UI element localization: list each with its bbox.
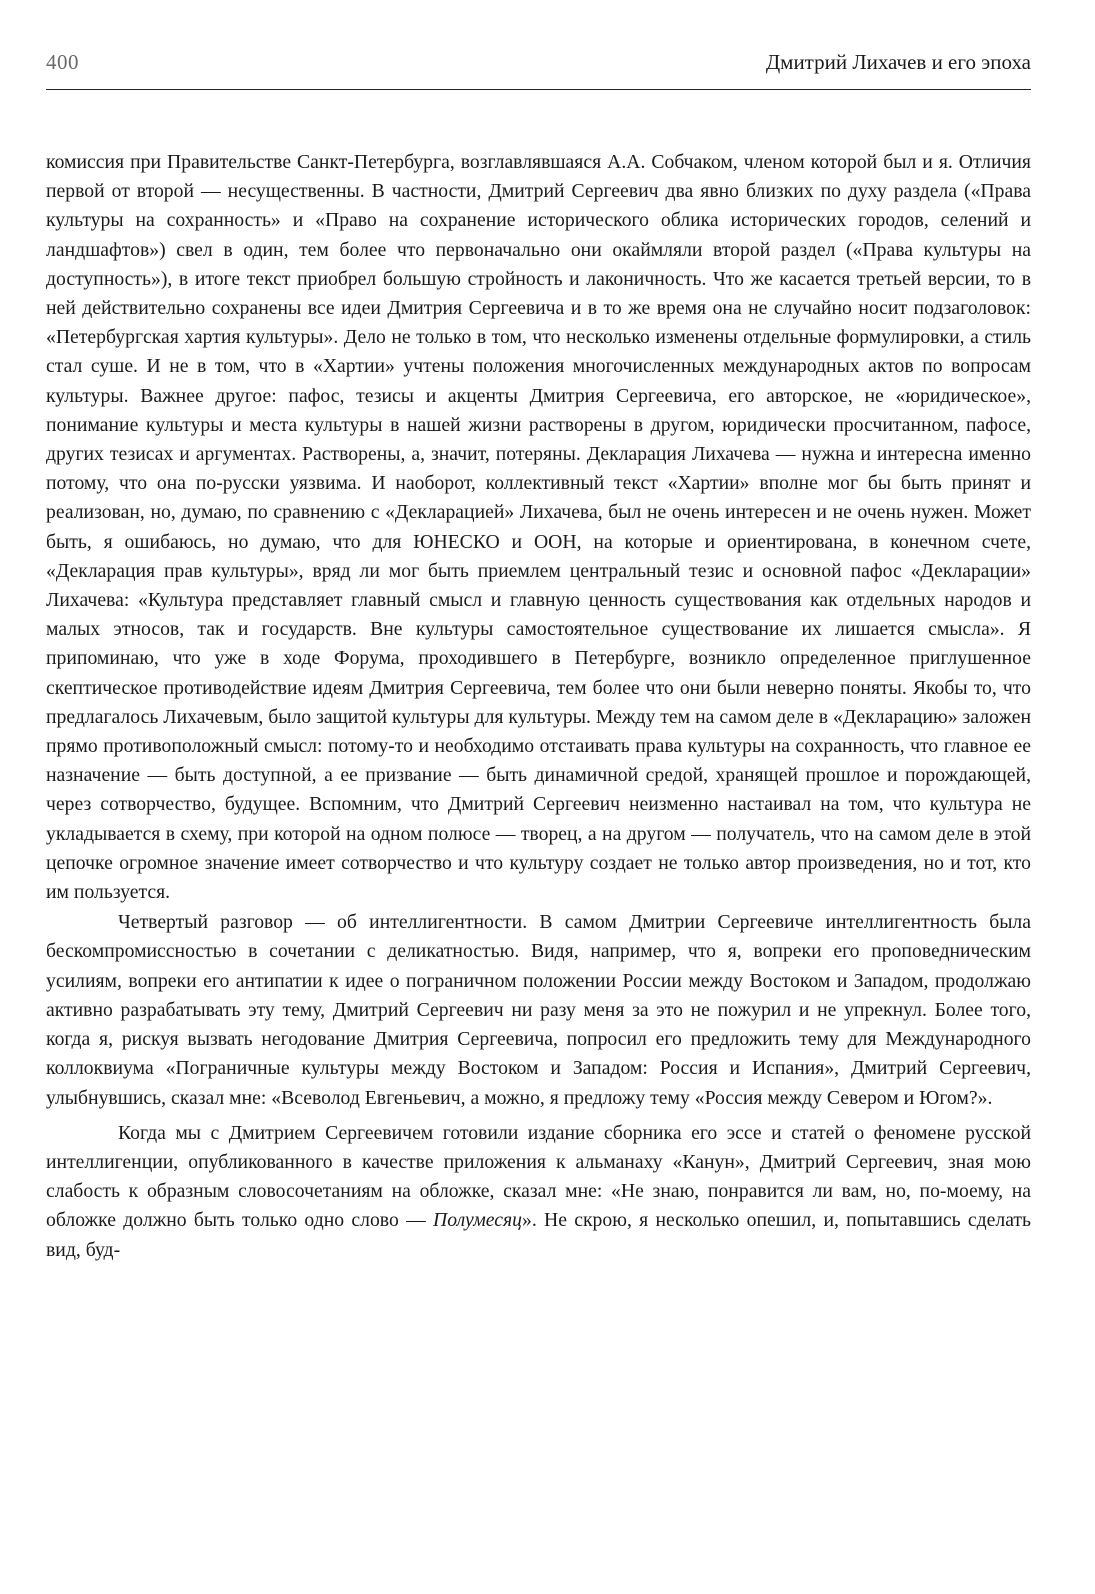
paragraph-fourth-conversation: Четвертый разговор — об интеллигентности. В самом Дмитрии Сергеевиче интеллигентность была бескомпромиссностью в сочетании с деликатностью. Видя, например, что я, вопреки его проповедническим усилиям, вопреки его антипатии к идее о пограничном положении России между Востоком и Западом, продолжаю активно разрабатывать эту тему, Дмитрий Сергеевич ни разу меня за это не пожурил и не упрекнул. Более того, когда я, рискуя вызвать негодование Дмитрия Сергеевича, попросил его предложить тему для Международного коллоквиума «Пограничные культуры между Востоком и Западом: Россия и Испания», Дмитрий Сергеевич, улыбнувшись, сказал мне: «Всеволод Евгеньевич, а можно, я предложу тему «Россия между Севером и Югом?». <box>46 911 1031 1109</box>
paragraph-polumesyats <box>46 1119 1031 1265</box>
header-rule <box>46 89 1031 90</box>
paragraph-text-start: Когда мы с Дмитрием Сергеевичем готовили издание сборника его эссе и статей о феномене русской интеллигенции, опубликованного в качестве приложения к альманаху «Канун», Дмитрий Сергеевич, зная мою слабость к образным словосочетаниям на обложке, сказал мне: «Не знаю, понравится ли вам, но, по-моему, на обложке должно быть только одно слово — <box>46 1121 1031 1232</box>
paragraph-text-end: ». Не скрою, я несколько опешил, и, попытавшись сделать вид, буд- <box>46 1209 1032 1261</box>
paragraph-continued: комиссия при Правительстве Санкт-Петербурга, возглавлявшаяся А.А. Собчаком, членом которой был и я. Отличия первой от второй — несущественны. В частности, Дмитрий Сергеевич два явно близких по духу раздела («Права культуры на сохранность» и «Право на сохранение исторического облика исторических городов, селений и ландшафтов») свел в один, тем более что первоначально они окаймляли второй раздел («Права культуры на доступность»), в итоге текст приобрел большую стройность и лаконичность. Что же касается третьей версии, то в ней действительно сохранены все идеи Дмитрия Сергеевича и в то же время она не случайно носит подзаголовок: «Петербургская хартия культуры». Дело не только в том, что несколько изменены отдельные формулировки, а стиль стал суше. И не в том, что в «Хартии» учтены положения многочисленных международных актов по вопросам культуры. Важнее другое: пафос, тезисы и акценты Дмитрия Сергеевича, его авторское, не «юридическое», понимание культуры и места культуры в нашей жизни растворены в другом, юридически просчитанном, пафосе, других тезисах и аргументах. Растворены, а, значит, потеряны. Декларация Лихачева — нужна и интересна именно потому, что она по-русски уязвима. И наоборот, коллективный текст «Хартии» вполне мог бы быть принят и реализован, но, думаю, по сравнению с «Декларацией» Лихачева, был не очень интересен и не очень нужен. Может быть, я ошибаюсь, но думаю, что для ЮНЕСКО и ООН, на которые и ориентирована, в конечном счете, «Декларация прав культуры», вряд ли мог быть приемлем центральный тезис и основной пафос «Декларации» Лихачева: «Культура представляет главный смысл и главную ценность существования как отдельных народов и малых этносов, так и государств. Вне культуры самостоятельное существование их лишается смысла». Я припоминаю, что уже в ходе Форума, проходившего в Петербурге, возникло определенное приглушенное скептическое противодействие идеям Дмитрия Сергеевича, тем более что они были неверно поняты. Якобы то, что предлагалось Лихачевым, было защитой культуры для культуры. Между тем на самом деле в «Декларацию» заложен прямо противоположный смысл: потому-то и необходимо отстаивать права культуры на сохранность, что главное ее назначение — быть доступной, а ее призвание — быть динамичной средой, хранящей прошлое и порождающей, через сотворчество, будущее. Вспомним, что Дмитрий Сергеевич неизменно настаивал на том, что культура не укладывается в схему, при которой на одном полюсе — творец, а на другом — получатель, что на самом деле в этой цепочке огромное значение имеет сотворчество и что культуру создает не только автор произведения, но и тот, кто им пользуется. <box>46 151 1031 904</box>
page-number: 400 <box>46 50 79 74</box>
running-title: Дмитрий Лихачев и его эпоха <box>765 50 1031 74</box>
running-head <box>46 50 1031 84</box>
body-text <box>46 148 1031 1265</box>
italic-word: Полумесяц <box>433 1209 522 1232</box>
